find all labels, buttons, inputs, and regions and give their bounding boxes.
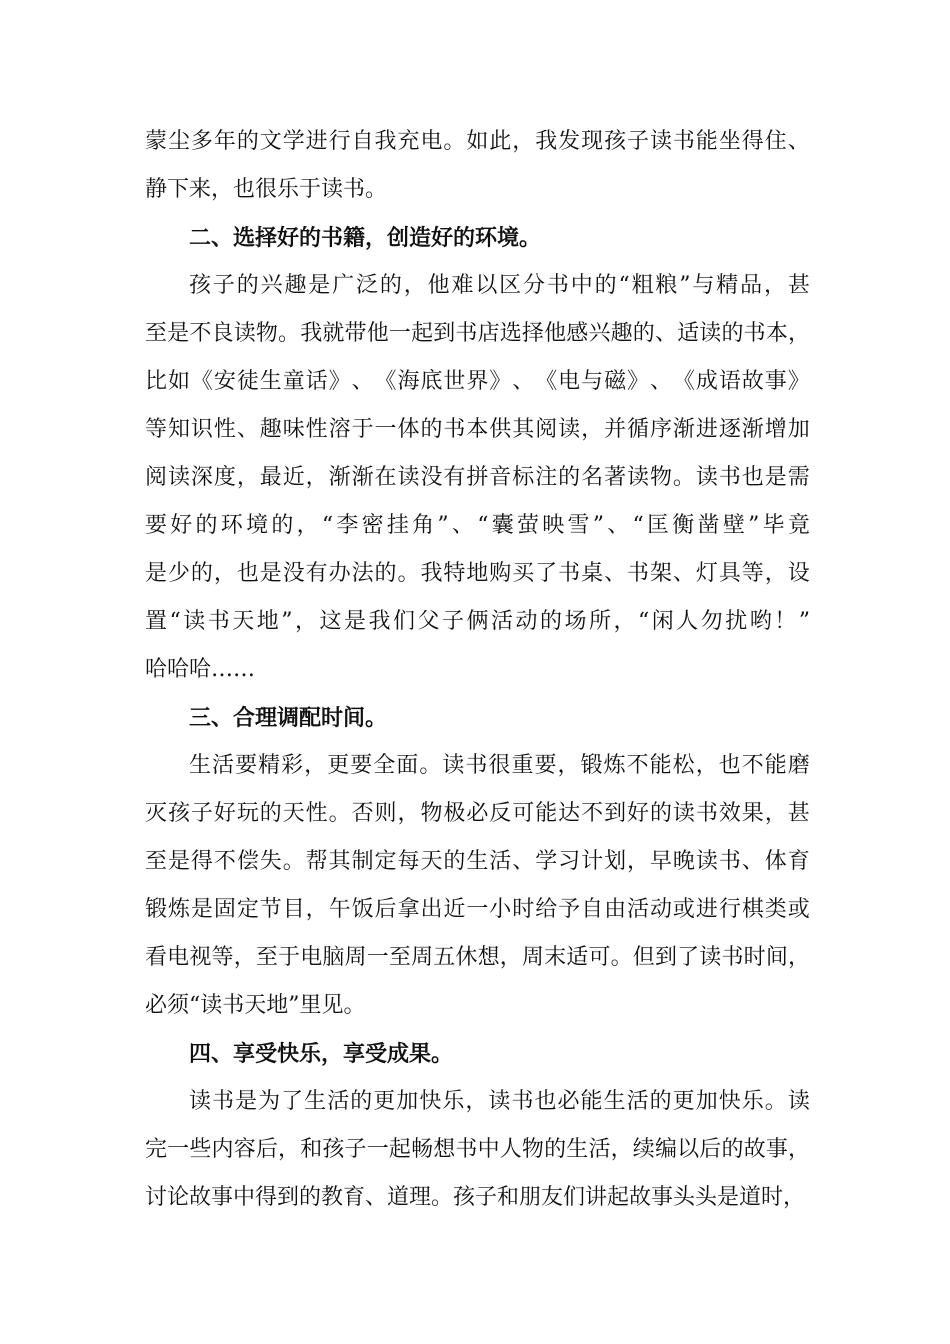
paragraph-line: 至 是 不 良 读 物 。 我 就 带 他 一 起 到 书 店 选 择 他 感 兴 趣 的 、 适 读 的 书 本 ， bbox=[145, 321, 810, 346]
paragraph-line: 生 活 要 精 彩 ， 更 要 全 面 。 读 书 很 重 要 ， 锻 炼 不 能 松 ， 也 不 能 磨 bbox=[189, 753, 810, 778]
section-heading: 三、合理调配时间。 bbox=[189, 705, 388, 731]
paragraph-line: 灭 孩 子 好 玩 的 天 性 。 否 则 ， 物 极 必 反 可 能 达 不 到 好 的 读 书 效 果 ， 甚 bbox=[145, 801, 810, 826]
paragraph-line: 完 一 些 内 容 后 ， 和 孩 子 一 起 畅 想 书 中 人 物 的 生 活 ， 续 编 以 后 的 故 事 ， bbox=[145, 1137, 810, 1162]
paragraph-line: 读 书 是 为 了 生 活 的 更 加 快 乐 ， 读 书 也 必 能 生 活 的 更 加 快 乐 。 读 bbox=[189, 1089, 810, 1114]
paragraph-line: 阅 读 深 度 ， 最 近 ， 渐 渐 在 读 没 有 拼 音 标 注 的 名 著 读 物 。 读 书 也 是 需 bbox=[145, 465, 810, 490]
paragraph-line: 静下来，也很乐于读书。 bbox=[145, 177, 388, 202]
paragraph-line: 锻 炼 是 固 定 节 目 ， 午 饭 后 拿 出 近 一 小 时 给 予 自 由 活 动 或 进 行 棋 类 或 bbox=[145, 897, 810, 922]
document-body bbox=[145, 118, 810, 1222]
paragraph-line: 讨论故事中得到的教育、道理。孩子和朋友们讲起故事头头是道时， bbox=[145, 1185, 806, 1210]
section-heading: 四、享受快乐，享受成果。 bbox=[189, 1041, 454, 1067]
paragraph-line: 看 电 视 等 ， 至 于 电 脑 周 一 至 周 五 休 想 ， 周 末 适 可 。 但 到 了 读 书 时 间 ， bbox=[145, 945, 810, 970]
paragraph-line: 比 如 《 安 徒 生 童 话 》 、 《 海 底 世 界 》 、 《 电 与 磁 》 、 《 成 语 故 事 》 bbox=[145, 369, 810, 394]
section-heading: 二、选择好的书籍，创造好的环境。 bbox=[189, 225, 542, 251]
paragraph-line: 蒙 尘 多 年 的 文 学 进 行 自 我 充 电 。 如 此 ， 我 发 现 孩 子 读 书 能 坐 得 住 、 bbox=[145, 129, 810, 154]
paragraph-line: 哈哈哈…… bbox=[145, 657, 256, 682]
paragraph-line: 等 知 识 性 、 趣 味 性 溶 于 一 体 的 书 本 供 其 阅 读 ， 并 循 序 渐 进 逐 渐 增 加 bbox=[145, 417, 810, 442]
paragraph-line: 至 是 得 不 偿 失 。 帮 其 制 定 每 天 的 生 活 、 学 习 计 划 ， 早 晚 读 书 、 体 育 bbox=[145, 849, 810, 874]
paragraph-line: 必须“读书天地”里见。 bbox=[145, 993, 366, 1018]
paragraph-line: 置 “ 读 书 天 地 ” ， 这 是 我 们 父 子 俩 活 动 的 场 所 ， “ 闲 人 勿 扰 哟 ！ ” bbox=[145, 609, 810, 634]
paragraph-line: 是 少 的 ， 也 是 没 有 办 法 的 。 我 特 地 购 买 了 书 桌 、 书 架 、 灯 具 等 ， 设 bbox=[145, 561, 810, 586]
paragraph-line: 孩 子 的 兴 趣 是 广 泛 的 ， 他 难 以 区 分 书 中 的 “ 粗 粮 ” 与 精 品 ， 甚 bbox=[189, 273, 810, 298]
paragraph-line: 要 好 的 环 境 的 ， “ 李 密 挂 角 ” 、 “ 囊 萤 映 雪 ” 、 “ 匡 衡 凿 壁 ” 毕 竟 bbox=[145, 513, 810, 538]
